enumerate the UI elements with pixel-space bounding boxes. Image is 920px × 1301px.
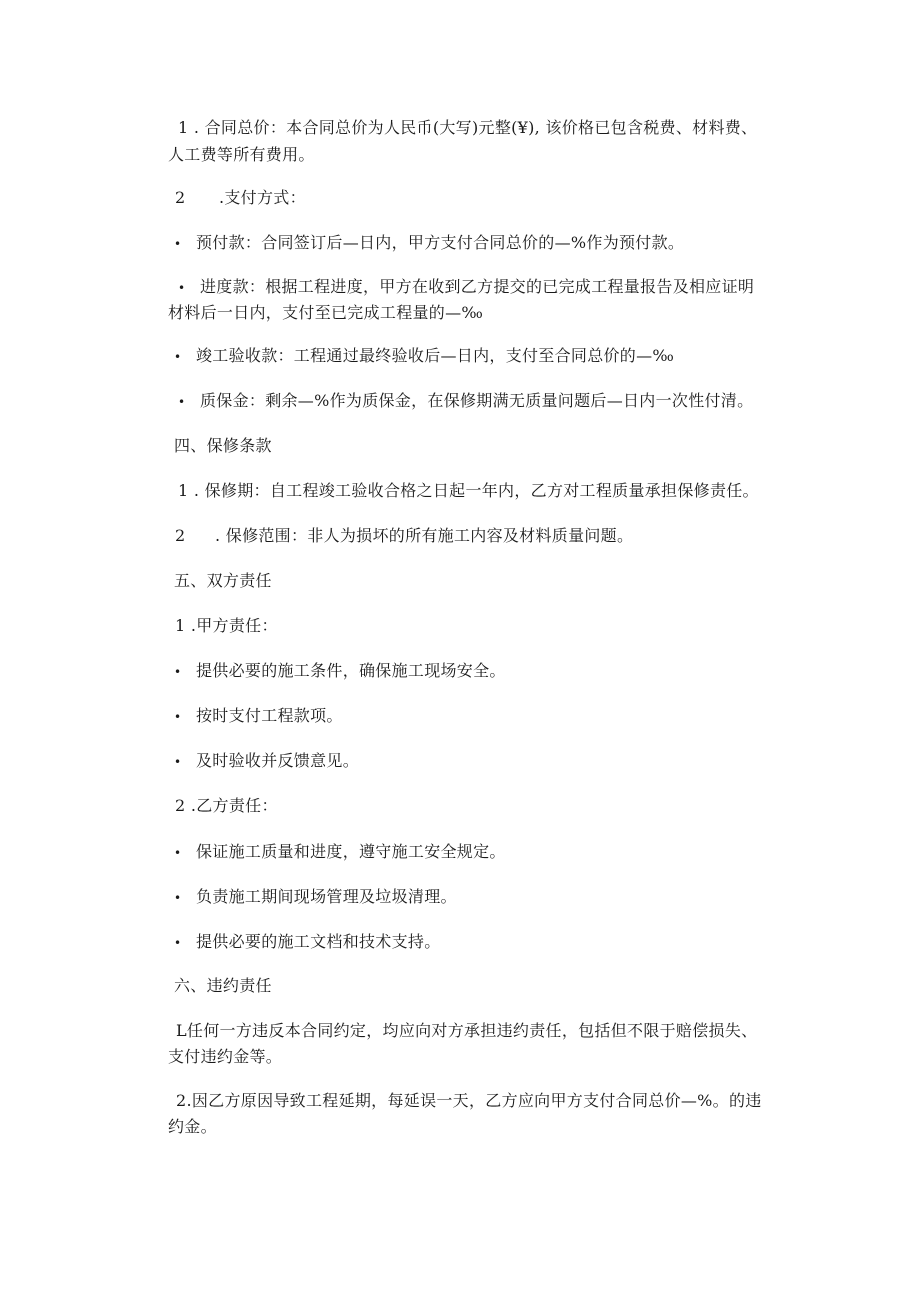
clause-text: 2 .乙方责任： — [175, 796, 278, 815]
clause-breach-delay-line1 — [176, 1091, 762, 1111]
section-heading-warranty — [174, 436, 272, 456]
list-item-party-b-3 — [174, 932, 441, 953]
section-heading-text: 五、双方责任 — [174, 571, 272, 590]
clause-warranty-scope — [175, 526, 633, 546]
list-item-party-b-2 — [174, 887, 457, 908]
bullet-icon: • — [174, 237, 182, 251]
list-item-text: 提供必要的施工文档和技术支持。 — [196, 932, 441, 951]
list-item-progress-line2 — [168, 303, 483, 323]
clause-text: 支付违约金等。 — [168, 1047, 283, 1066]
clause-text: 约金。 — [168, 1117, 217, 1136]
bullet-icon: • — [174, 846, 182, 860]
bullet-icon: • — [174, 350, 182, 364]
list-item-text: 预付款：合同签订后—日内，甲方支付合同总价的—%作为预付款。 — [196, 233, 685, 252]
clause-payment-method — [175, 188, 306, 208]
clause-text: L任何一方违反本合同约定，均应向对方承担违约责任，包括但不限于赔偿损失、 — [176, 1021, 758, 1040]
list-item-party-a-3 — [174, 751, 359, 772]
bullet-icon: • — [178, 395, 186, 409]
list-item-text: 质保金：剩余—%作为质保金，在保修期满无质量问题后—日内一次性付清。 — [200, 391, 754, 410]
clause-text: 1 . 保修期：自工程竣工验收合格之日起一年内，乙方对工程质量承担保修责任。 — [178, 481, 759, 500]
list-item-completion — [174, 346, 674, 367]
list-item-prepayment — [174, 233, 684, 254]
list-item-text: 按时支付工程款项。 — [196, 706, 343, 725]
clause-breach-general-line2 — [168, 1047, 282, 1067]
list-item-text: 负责施工期间现场管理及垃圾清理。 — [196, 887, 457, 906]
clause-number: 2 — [175, 526, 186, 545]
clause-text: 2.因乙方原因导致工程延期，每延误一天，乙方应向甲方支付合同总价—%。的违 — [176, 1091, 762, 1110]
list-item-progress-line1 — [178, 277, 754, 298]
list-item-party-b-1 — [174, 842, 506, 863]
clause-warranty-period — [178, 481, 759, 501]
clause-total-price-line1 — [178, 118, 757, 138]
clause-text: .支付方式： — [219, 188, 306, 207]
list-item-text: 提供必要的施工条件，确保施工现场安全。 — [196, 661, 506, 680]
list-item-text: 及时验收并反馈意见。 — [196, 751, 360, 770]
list-item-text: 保证施工质量和进度，遵守施工安全规定。 — [196, 842, 506, 861]
bullet-icon: • — [174, 755, 182, 769]
clause-text: . 保修范围：非人为损坏的所有施工内容及材料质量问题。 — [215, 526, 634, 545]
clause-text: 1 . 合同总价：本合同总价为人民币(大写)元整(¥), 该价格已包含税费、材料费、 — [178, 118, 758, 137]
list-item-party-a-2 — [174, 706, 343, 727]
clause-text: 人工费等所有费用。 — [168, 145, 315, 164]
list-item-text: 竣工验收款：工程通过最终验收后—日内，支付至合同总价的—‰ — [196, 346, 675, 365]
bullet-icon: • — [174, 710, 182, 724]
clause-party-b-responsibility — [175, 796, 278, 816]
clause-breach-general-line1 — [176, 1021, 757, 1041]
clause-text: 1 .甲方责任： — [175, 616, 278, 635]
clause-number: 2 — [175, 188, 186, 207]
list-item-warranty-deposit — [178, 391, 753, 412]
clause-total-price-line2 — [168, 145, 315, 165]
bullet-icon: • — [174, 665, 182, 679]
section-heading-responsibilities — [174, 571, 272, 591]
clause-breach-delay-line2 — [168, 1117, 217, 1137]
list-item-text: 材料后一日内，支付至已完成工程量的—‰ — [168, 303, 484, 322]
bullet-icon: • — [174, 891, 182, 905]
section-heading-text: 四、保修条款 — [174, 436, 272, 455]
list-item-party-a-1 — [174, 661, 506, 682]
list-item-text: 进度款：根据工程进度，甲方在收到乙方提交的已完成工程量报告及相应证明 — [200, 277, 755, 296]
clause-party-a-responsibility — [175, 616, 278, 636]
section-heading-text: 六、违约责任 — [174, 976, 272, 995]
bullet-icon: • — [174, 936, 182, 950]
section-heading-breach — [174, 976, 272, 996]
bullet-icon: • — [178, 281, 186, 295]
